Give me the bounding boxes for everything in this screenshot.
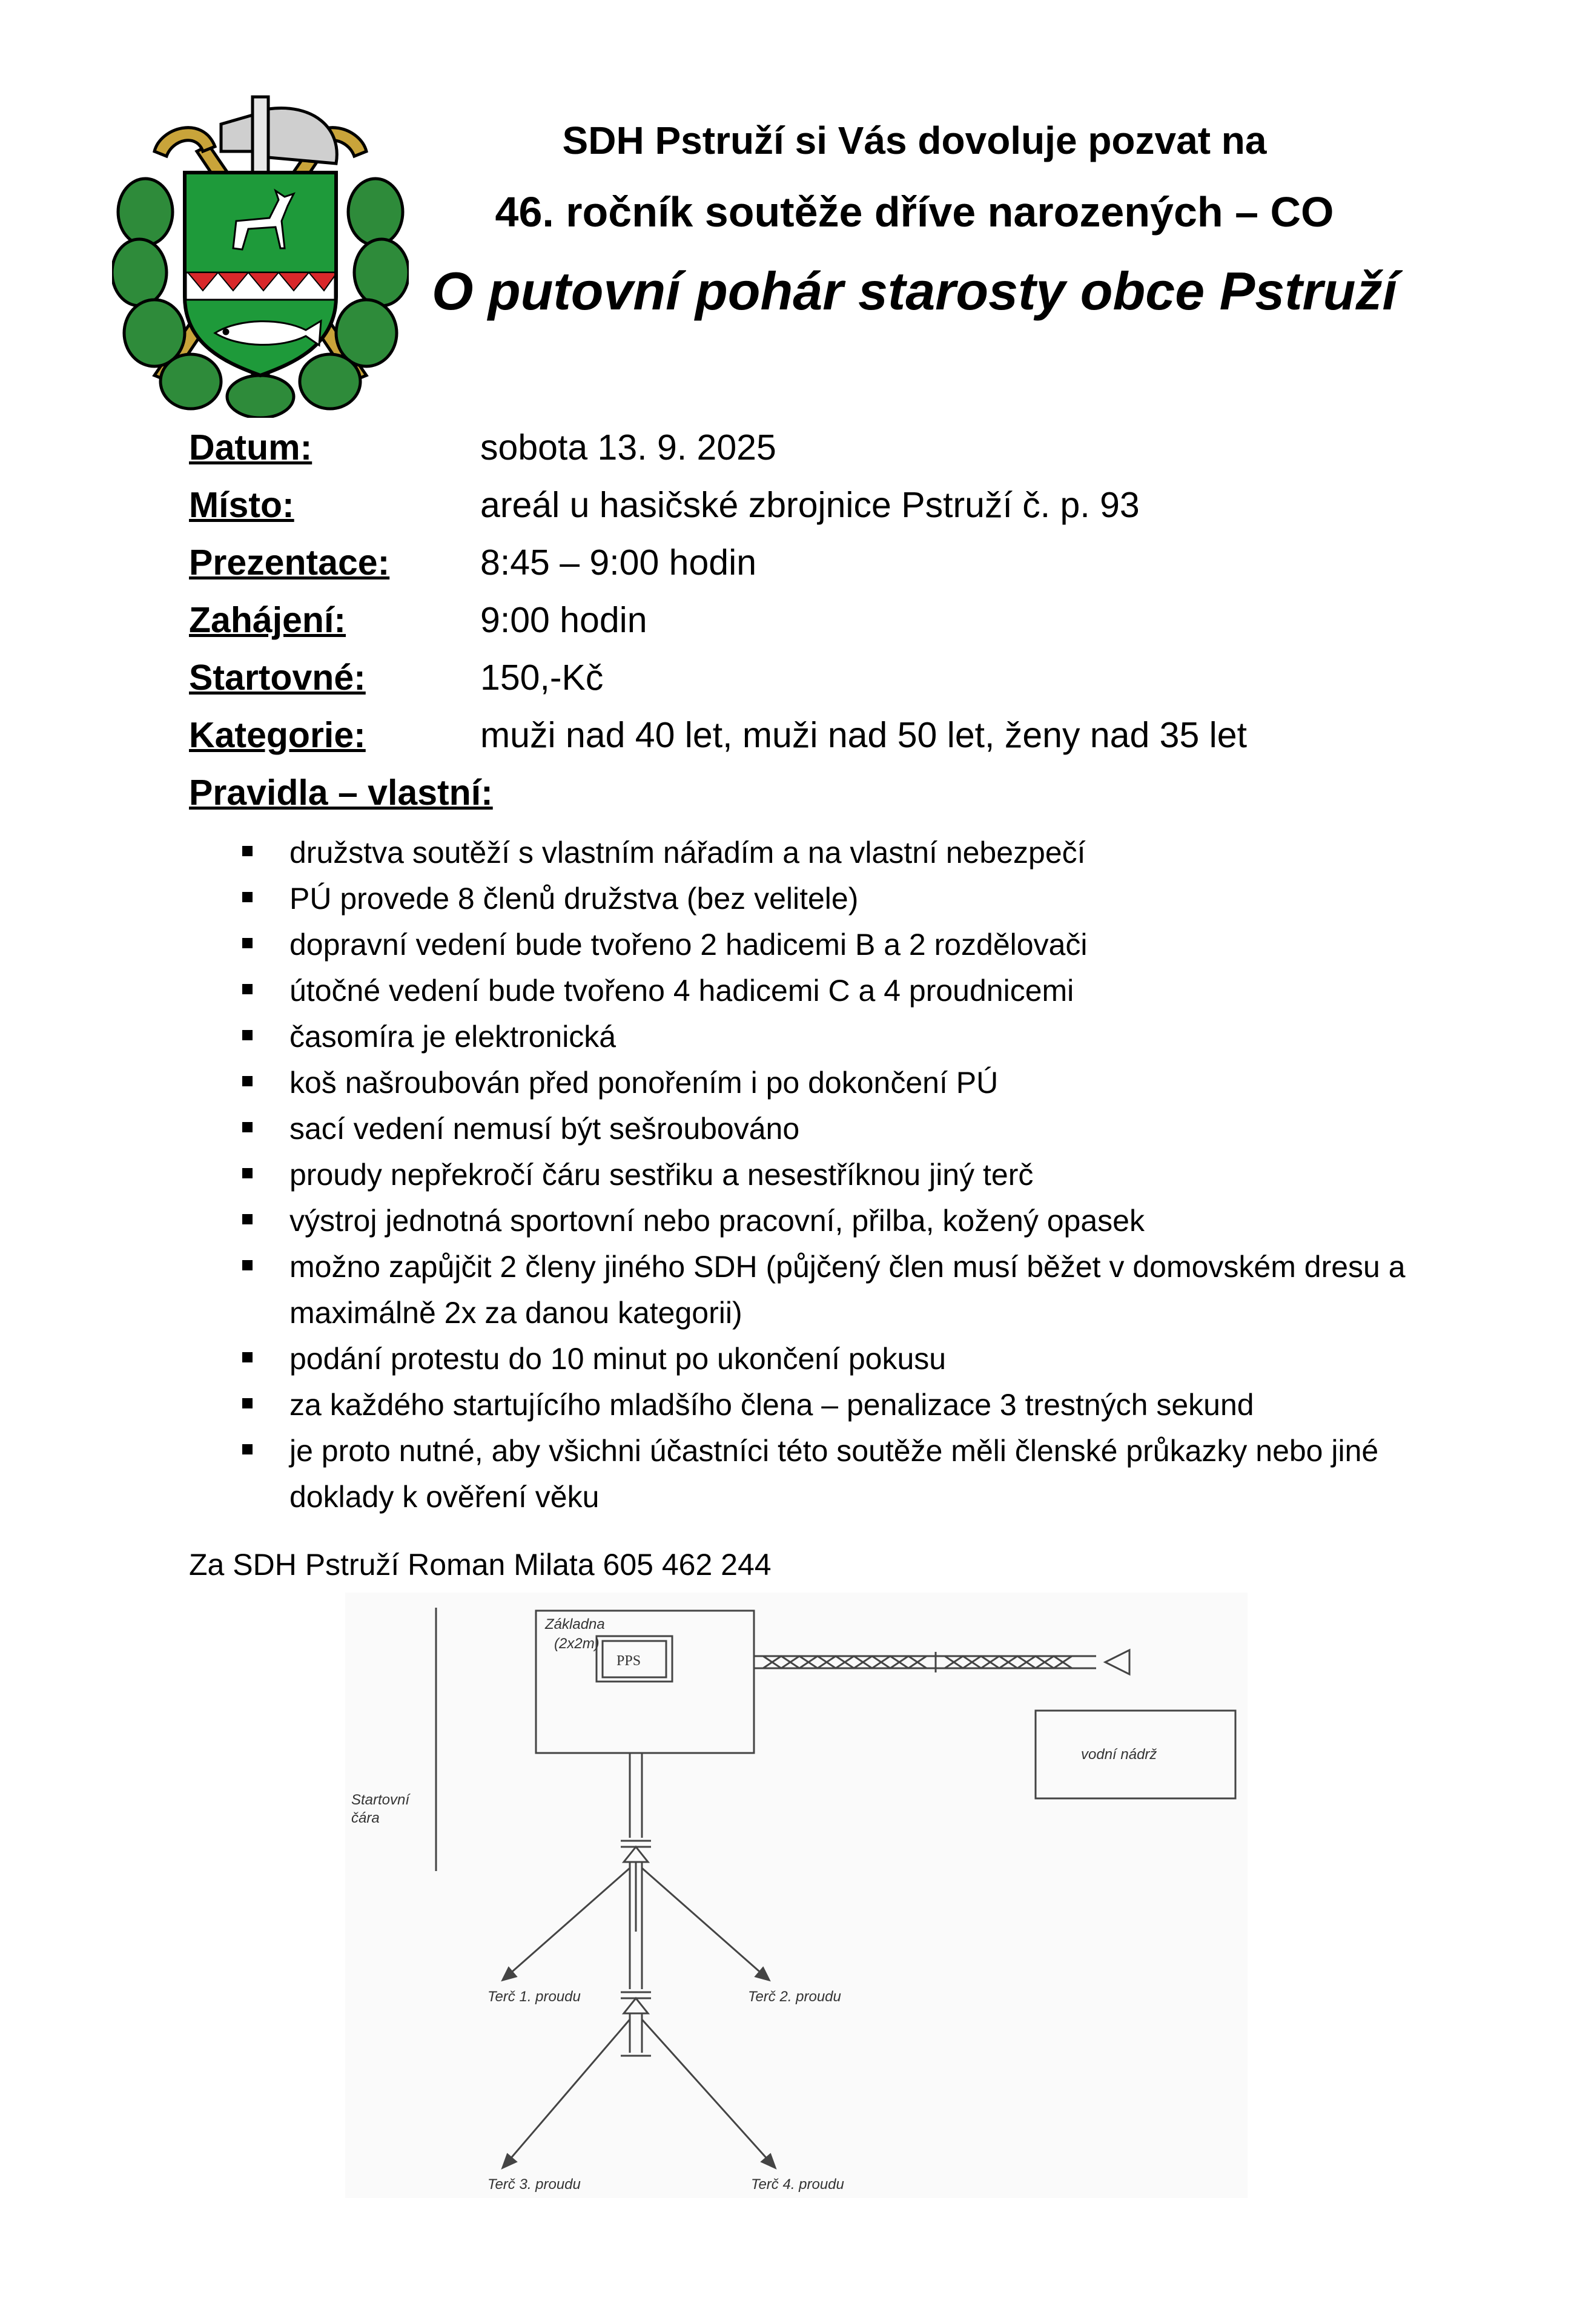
bullet-icon: [242, 1168, 253, 1178]
trophy-title: O putovní pohár starosty obce Pstruží: [431, 261, 1397, 321]
target-3-label: Terč 3. proudu: [488, 2176, 581, 2193]
bullet-icon: [242, 846, 253, 856]
rule-text: sací vedení nemusí být sešroubováno: [289, 1112, 800, 1146]
bullet-icon: [242, 1214, 253, 1224]
rule-item: [242, 1428, 1453, 1520]
rule-text: dopravní vedení bude tvořeno 2 hadicemi B a 2 rozdělovači: [289, 928, 1088, 962]
start-line-label: Startovní: [351, 1792, 410, 1808]
rule-text: proudy nepřekročí čáru sestřiku a nesestříknou jiný terč: [289, 1158, 1034, 1192]
start-line-label-2: čára: [351, 1810, 380, 1826]
rule-item: [242, 830, 1453, 876]
rule-text: časomíra je elektronická: [289, 1020, 616, 1054]
bullet-icon: [242, 1444, 253, 1454]
target-2-label: Terč 2. proudu: [748, 1989, 841, 2005]
rule-text: koš našroubován před ponořením i po dokončení PÚ: [289, 1066, 999, 1100]
place-label: Místo:: [189, 485, 294, 525]
rule-item: [242, 1106, 1453, 1152]
pump-label: PPS: [616, 1653, 641, 1669]
registration-label: Prezentace:: [189, 543, 390, 583]
rule-text: výstroj jednotná sportovní nebo pracovní, přilba, kožený opasek: [289, 1204, 1145, 1238]
course-diagram: [345, 1593, 1248, 2198]
rule-text: je proto nutné, aby všichni účastníci této soutěže měli členské průkazky nebo jiné doklady k ověření věku: [289, 1434, 1379, 1514]
fee-label: Startovné:: [189, 658, 366, 698]
bullet-icon: [242, 892, 253, 902]
rule-item: [242, 968, 1453, 1014]
start-time-value: 9:00 hodin: [480, 600, 647, 640]
bullet-icon: [242, 1122, 253, 1132]
base-size-label: (2x2m): [554, 1636, 600, 1652]
bullet-icon: [242, 1352, 253, 1362]
fee-value: 150,-Kč: [480, 658, 604, 698]
event-title: 46. ročník soutěže dříve narozených – CO: [495, 188, 1334, 236]
category-value: muži nad 40 let, muži nad 50 let, ženy nad 35 let: [480, 715, 1247, 755]
bullet-icon: [242, 1260, 253, 1270]
rule-text: za každého startujícího mladšího člena – penalizace 3 trestných sekund: [289, 1388, 1254, 1422]
base-label: Základna: [545, 1616, 605, 1632]
rule-item: [242, 1014, 1453, 1060]
bullet-icon: [242, 1030, 253, 1040]
rule-item: [242, 922, 1453, 968]
bullet-icon: [242, 938, 253, 948]
rule-item: [242, 1382, 1453, 1428]
rule-text: družstva soutěží s vlastním nářadím a na vlastní nebezpečí: [289, 836, 1086, 870]
rule-item: [242, 1336, 1453, 1382]
rule-item: [242, 1244, 1453, 1336]
start-time-label: Zahájení:: [189, 600, 346, 640]
date-label: Datum:: [189, 427, 312, 467]
date-value: sobota 13. 9. 2025: [480, 427, 776, 467]
place-value: areál u hasičské zbrojnice Pstruží č. p. 93: [480, 485, 1140, 525]
rule-text: možno zapůjčit 2 členy jiného SDH (půjčený člen musí běžet v domovském dresu a maximálně 2x za danou kategorii): [289, 1250, 1406, 1330]
rule-item: [242, 1060, 1453, 1106]
category-label: Kategorie:: [189, 715, 366, 755]
target-1-label: Terč 1. proudu: [488, 1989, 581, 2005]
rule-text: útočné vedení bude tvořeno 4 hadicemi C a 4 proudnicemi: [289, 974, 1074, 1008]
rule-item: [242, 876, 1453, 922]
invitation-line: SDH Pstruží si Vás dovoluje pozvat na: [562, 119, 1267, 162]
contact-footer: Za SDH Pstruží Roman Milata 605 462 244: [189, 1548, 772, 1582]
rules-list: [242, 830, 1453, 1520]
tank-label: vodní nádrž: [1081, 1746, 1157, 1763]
registration-value: 8:45 – 9:00 hodin: [480, 543, 757, 583]
rule-item: [242, 1198, 1453, 1244]
bullet-icon: [242, 984, 253, 994]
rule-text: PÚ provede 8 členů družstva (bez velitele): [289, 882, 859, 916]
rule-text: podání protestu do 10 minut po ukončení pokusu: [289, 1342, 947, 1376]
rules-title: Pravidla – vlastní:: [189, 773, 493, 813]
target-4-label: Terč 4. proudu: [751, 2176, 844, 2193]
bullet-icon: [242, 1398, 253, 1408]
bullet-icon: [242, 1076, 253, 1086]
coat-of-arms-logo: [112, 91, 409, 418]
rule-item: [242, 1152, 1453, 1198]
